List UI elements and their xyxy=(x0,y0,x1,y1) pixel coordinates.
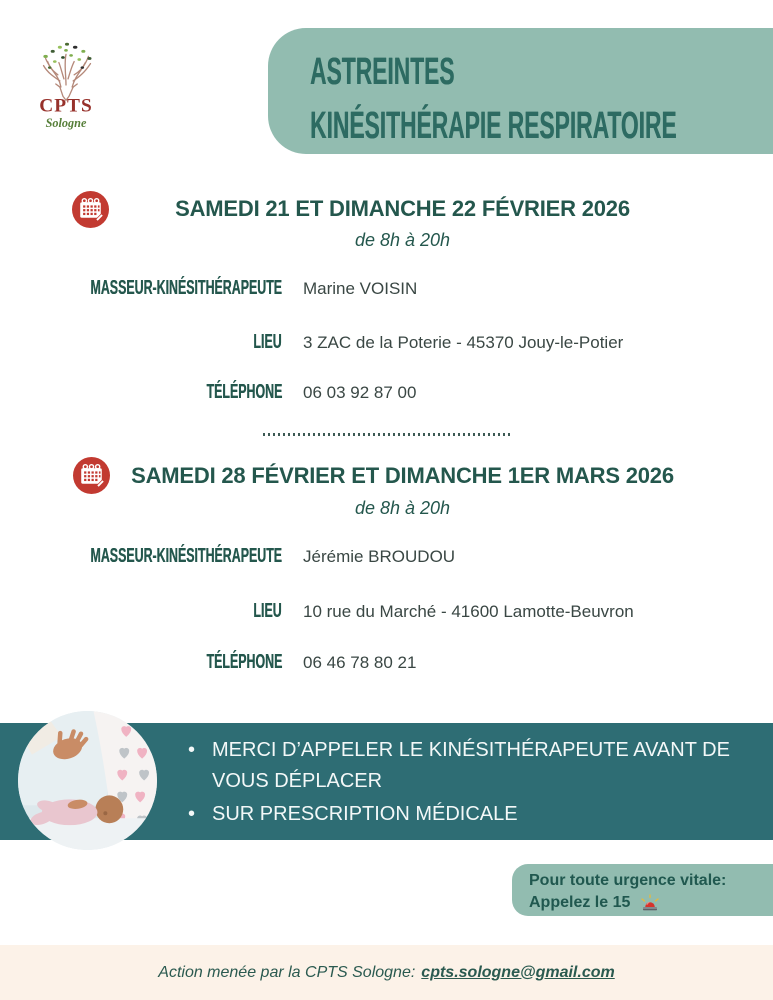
poster-title-line1: ASTREINTES xyxy=(310,51,455,93)
emergency-line1: Pour toute urgence vitale: xyxy=(529,872,727,889)
contact-email-link[interactable]: cpts.sologne@gmail.com xyxy=(421,963,615,981)
notice-bullet: • SUR PRESCRIPTION MÉDICALE xyxy=(212,799,757,830)
emergency-callout xyxy=(512,864,773,916)
stag-antlers-drawing xyxy=(44,54,91,100)
logo-region: Sologne xyxy=(45,115,87,130)
notice-bullet: • MERCI D’APPELER LE KINÉSITHÉRAPEUTE AVANT DE VOUS DÉPLACER xyxy=(212,735,757,797)
section2-hours: de 8h à 20h xyxy=(354,498,451,518)
section2-therapist-row xyxy=(0,545,773,571)
logo-acronym: CPTS xyxy=(39,95,93,117)
section1-therapist-row xyxy=(0,277,773,303)
section1-hours: de 8h à 20h xyxy=(354,230,451,250)
cpts-sologne-logo xyxy=(30,34,102,136)
poster-title-line2: KINÉSITHÉRAPIE RESPIRATOIRE xyxy=(310,105,677,147)
therapist-name: Jérémie BROUDOU xyxy=(303,547,456,566)
footer-text: Action menée par la CPTS Sologne: xyxy=(158,963,416,981)
siren-light-icon xyxy=(640,894,660,912)
baby-physiotherapy-photo xyxy=(18,711,157,850)
location-address: 10 rue du Marché - 41600 Lamotte-Beuvron xyxy=(303,602,634,621)
location-address: 3 ZAC de la Poterie - 45370 Jouy-le-Potier xyxy=(303,333,624,352)
section1-phone-row xyxy=(0,381,773,407)
section1-location-row xyxy=(0,331,773,357)
phone-number: 06 03 92 87 00 xyxy=(303,383,417,402)
section2-date-heading: SAMEDI 28 FÉVRIER ET DIMANCHE 1ER MARS 2026 xyxy=(131,463,674,488)
therapist-name: Marine VOISIN xyxy=(303,279,418,298)
therapist-label: MASSEUR-KINÉSITHÉRAPEUTE xyxy=(90,277,282,299)
phone-label: TÉLÉPHONE xyxy=(206,381,282,403)
emergency-line2: Appelez le 15 xyxy=(529,894,631,911)
dotted-divider xyxy=(263,433,511,436)
section2-location-row xyxy=(0,600,773,626)
footer-strip xyxy=(0,945,773,1000)
title-banner xyxy=(268,28,773,154)
location-label: LIEU xyxy=(253,331,282,353)
notice-bullet-list xyxy=(212,735,757,832)
phone-number: 06 46 78 80 21 xyxy=(303,653,417,672)
section2-phone-row xyxy=(0,651,773,677)
therapist-label: MASSEUR-KINÉSITHÉRAPEUTE xyxy=(90,545,282,567)
location-label: LIEU xyxy=(253,600,282,622)
section1-date-heading: SAMEDI 21 ET DIMANCHE 22 FÉVRIER 2026 xyxy=(175,196,630,221)
phone-label: TÉLÉPHONE xyxy=(206,651,282,673)
